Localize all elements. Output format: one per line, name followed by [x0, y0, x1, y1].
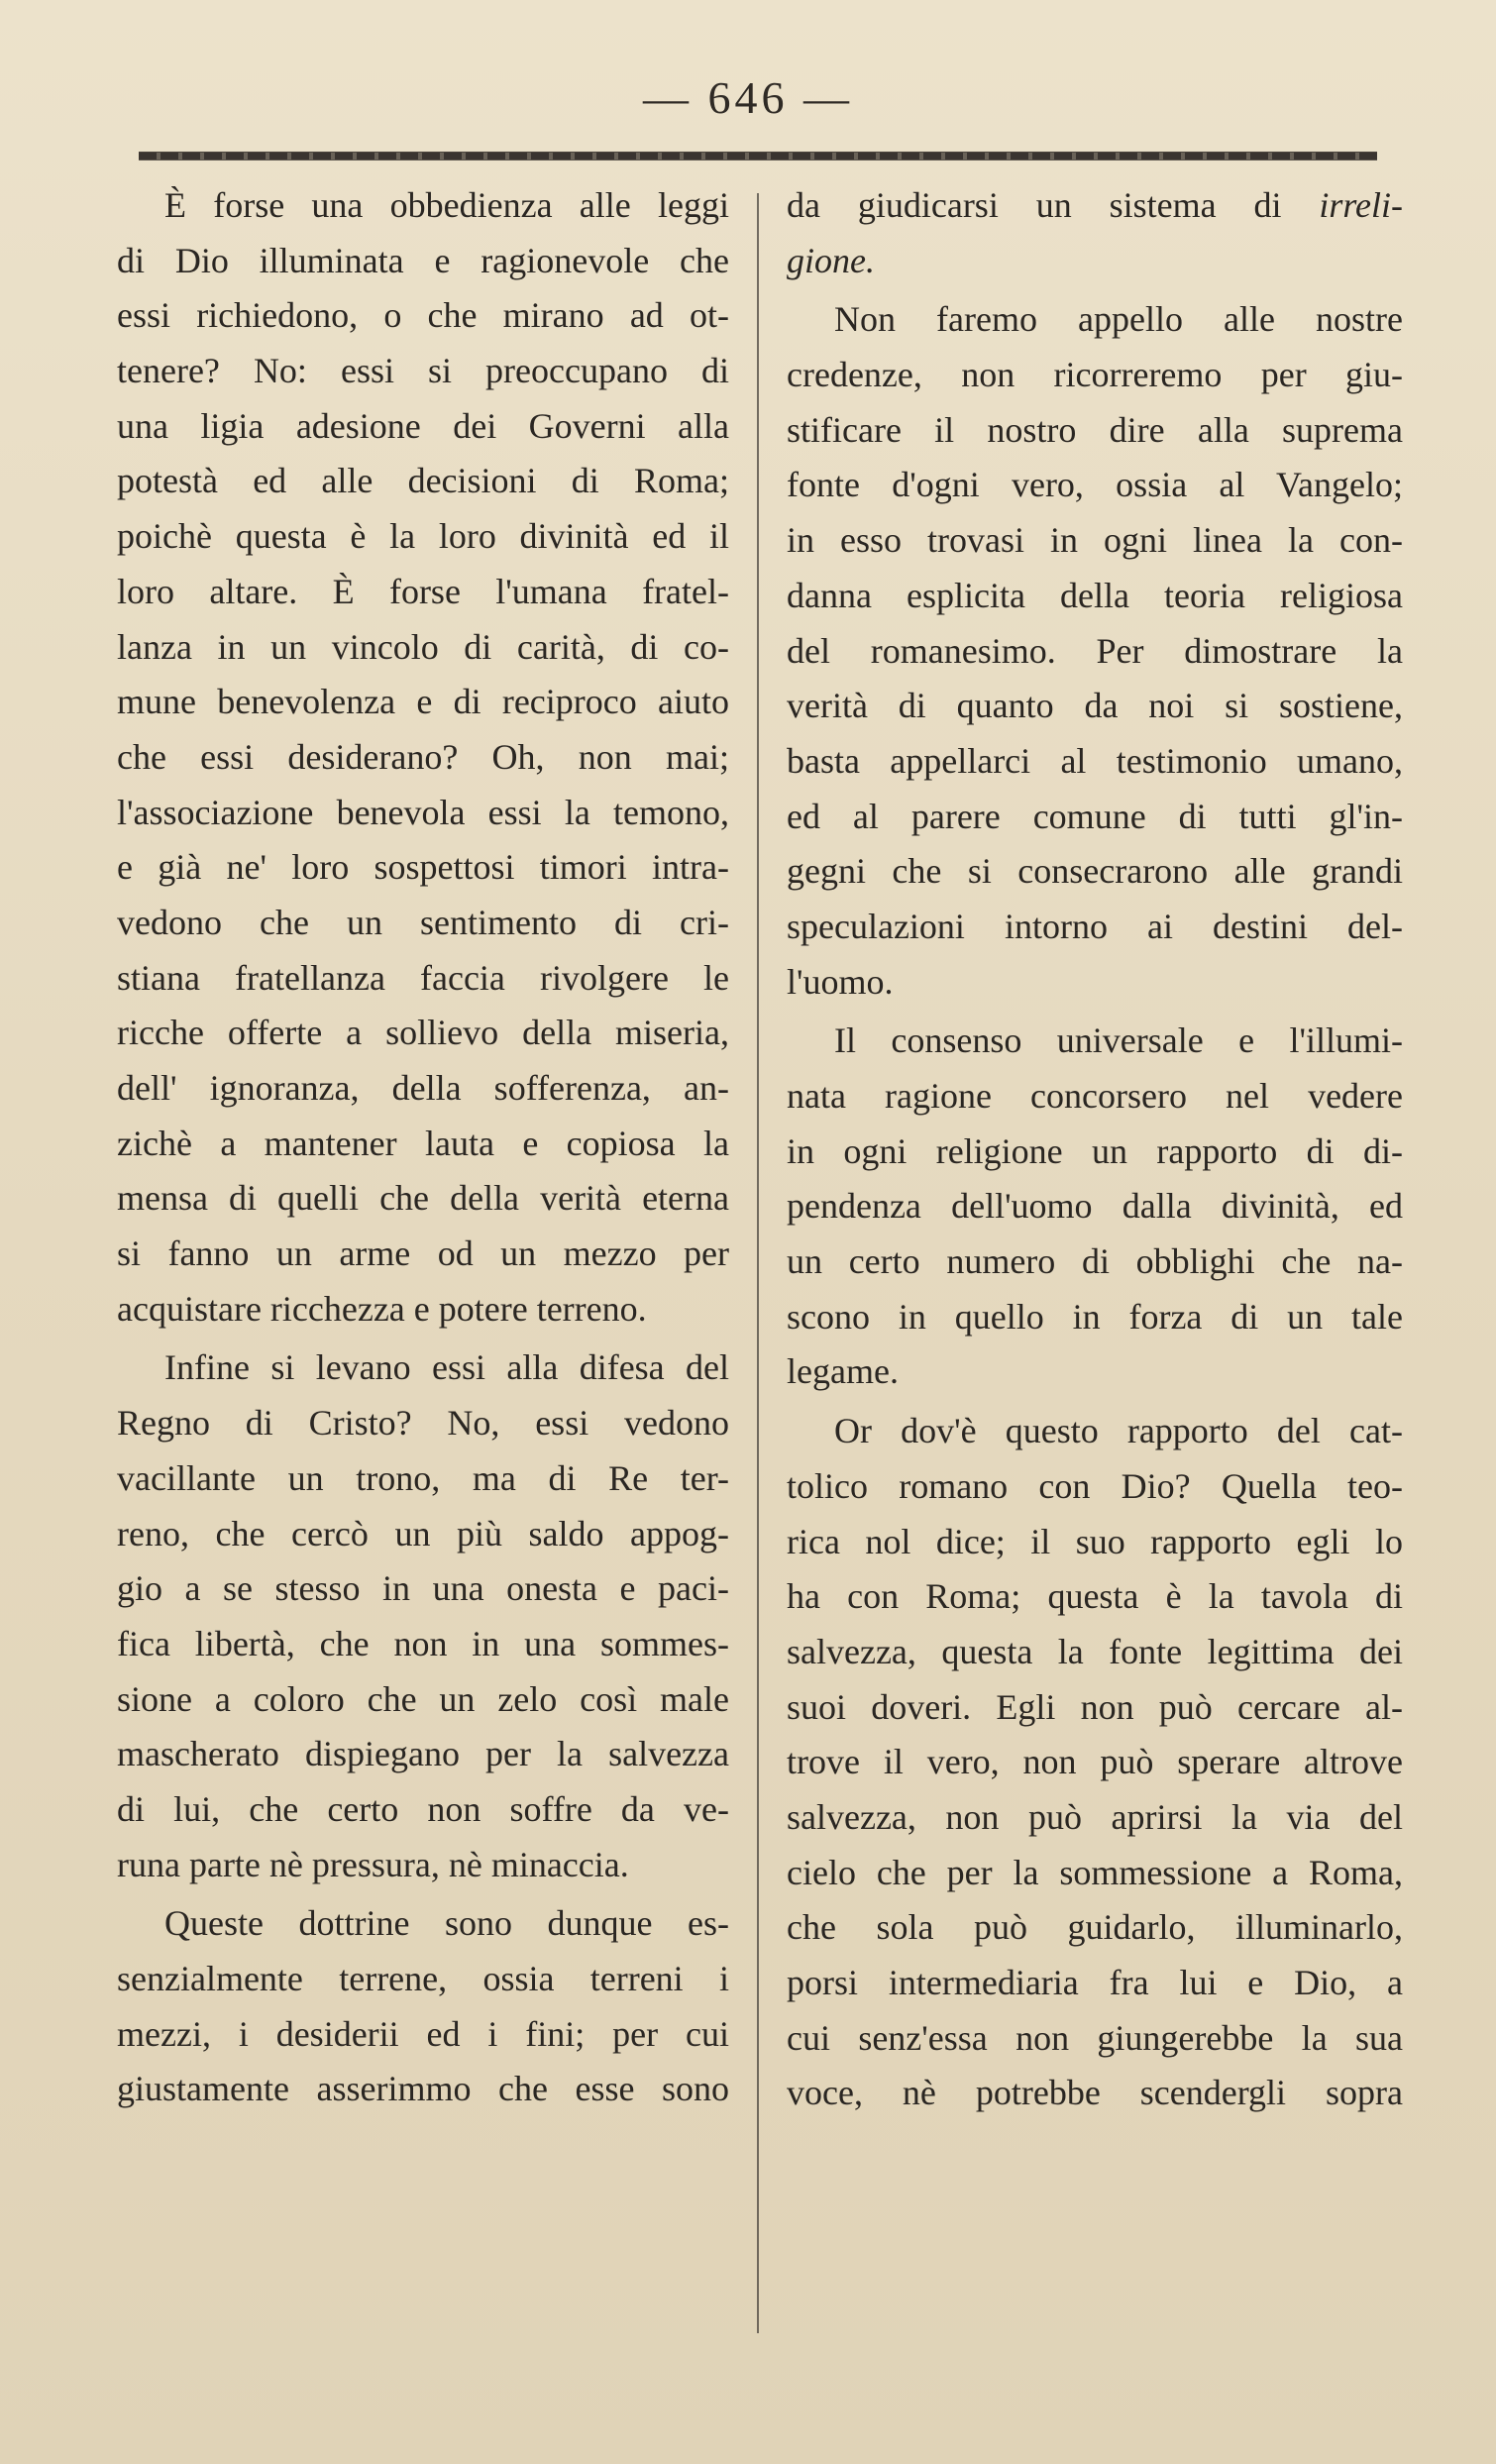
text-line	[117, 344, 729, 399]
text-line	[787, 1290, 1403, 1345]
text-line	[787, 955, 1403, 1011]
text-line-content: Non faremo appello alle nostre	[834, 299, 1403, 340]
text-line-content: vedono che un sentimento di cri-	[117, 902, 729, 942]
text-line	[117, 1061, 729, 1117]
text-line-content: una ligia adesione dei Governi alla	[117, 405, 729, 446]
text-line	[117, 399, 729, 455]
text-line	[117, 454, 729, 509]
text-line	[117, 1171, 729, 1227]
column-divider	[757, 193, 759, 2333]
text-line-content: cui senz'essa non giungerebbe la sua	[787, 2017, 1403, 2058]
text-line	[787, 513, 1403, 569]
text-line-content: verità di quanto da noi si sostiene,	[787, 686, 1403, 726]
text-line	[117, 1396, 729, 1451]
text-line-content: gio a se stesso in una onesta e paci-	[117, 1568, 729, 1609]
text-line-content: tenere? No: essi si preoccupano di	[117, 351, 729, 391]
text-line-content: speculazioni intorno ai destini del-	[787, 906, 1403, 946]
text-line	[787, 1125, 1403, 1180]
text-line-content: danna esplicita della teoria religiosa	[787, 575, 1403, 615]
text-line-content: mezzi, i desiderii ed i fini; per cui	[117, 2013, 729, 2054]
text-line	[787, 1515, 1403, 1570]
text-line-content: lanza in un vincolo di carità, di co-	[117, 626, 729, 667]
text-line-content: Infine si levano essi alla difesa del	[164, 1347, 729, 1388]
text-line-content: in esso trovasi in ogni linea la con-	[787, 520, 1403, 561]
text-line	[117, 1507, 729, 1562]
text-line	[787, 1680, 1403, 1736]
text-line-content: Regno di Cristo? No, essi vedono	[117, 1403, 729, 1444]
text-line	[117, 1952, 729, 2007]
text-line	[117, 2062, 729, 2117]
text-line-content: credenze, non ricorreremo per giu-	[787, 355, 1403, 395]
text-line-content: potestà ed alle decisioni di Roma;	[117, 461, 729, 501]
right-text-column	[787, 178, 1403, 2121]
text-line	[117, 1782, 729, 1838]
text-line	[787, 458, 1403, 513]
text-line	[117, 1227, 729, 1282]
text-line	[117, 730, 729, 786]
text-line	[787, 1846, 1403, 1901]
text-line	[787, 679, 1403, 734]
text-line	[117, 951, 729, 1007]
text-line	[117, 1561, 729, 1617]
text-line	[787, 1569, 1403, 1625]
text-line	[787, 1735, 1403, 1790]
text-line-content: del romanesimo. Per dimostrare la	[787, 630, 1403, 671]
text-line-content: reno, che cercò un più saldo appog-	[117, 1513, 729, 1553]
text-line-content: ed al parere comune di tutti gl'in-	[787, 796, 1403, 836]
text-line-content: stificare il nostro dire alla suprema	[787, 409, 1403, 450]
text-line	[117, 896, 729, 951]
text-line-content: che essi desiderano? Oh, non mai;	[117, 736, 729, 777]
text-line	[117, 1727, 729, 1782]
text-line-content: di Dio illuminata e ragionevole che	[117, 240, 729, 280]
text-line	[787, 569, 1403, 624]
text-line	[787, 178, 1403, 234]
text-line	[787, 624, 1403, 680]
text-line-content: gione.	[787, 240, 875, 280]
text-line-content: giustamente asserimmo che esse sono	[117, 2069, 729, 2109]
text-line	[117, 1340, 729, 1396]
text-line-content: Or dov'è questo rapporto del cat-	[834, 1411, 1403, 1451]
text-line-content: zichè a mantener lauta e copiosa la	[117, 1123, 729, 1163]
text-line	[787, 734, 1403, 790]
text-line-content: pendenza dell'uomo dalla divinità, ed	[787, 1186, 1403, 1227]
text-line-content: trove il vero, non può sperare altrove	[787, 1742, 1403, 1782]
text-line	[117, 1896, 729, 1952]
text-line-content: salvezza, questa la fonte legittima dei	[787, 1631, 1403, 1671]
text-line-content: runa parte nè pressura, nè minaccia.	[117, 1844, 629, 1884]
header-rule	[139, 152, 1377, 161]
text-line-content: scono in quello in forza di un tale	[787, 1296, 1403, 1337]
text-line-content: poichè questa è la loro divinità ed il	[117, 516, 729, 557]
text-line	[117, 509, 729, 565]
text-line-content: basta appellarci al testimonio umano,	[787, 740, 1403, 781]
text-line-content: acquistare ricchezza e potere terreno.	[117, 1288, 647, 1329]
text-line-content: da giudicarsi un sistema di	[787, 185, 1320, 225]
text-line-content: di lui, che certo non soffre da ve-	[117, 1788, 729, 1829]
text-line-content: Queste dottrine sono dunque es-	[164, 1903, 729, 1944]
text-line	[787, 1344, 1403, 1400]
text-line-content: mensa di quelli che della verità eterna	[117, 1178, 729, 1219]
text-line-content: salvezza, non può aprirsi la via del	[787, 1796, 1403, 1837]
text-line-content: fonte d'ogni vero, ossia al Vangelo;	[787, 465, 1403, 505]
text-line	[787, 844, 1403, 900]
text-line	[117, 2007, 729, 2063]
left-text-column	[117, 178, 729, 2117]
text-line	[117, 178, 729, 234]
text-line	[117, 1617, 729, 1672]
text-line	[787, 1956, 1403, 2011]
text-line	[117, 565, 729, 620]
text-line	[117, 675, 729, 730]
text-line-content: nata ragione concorsero nel vedere	[787, 1076, 1403, 1116]
text-line-content: vacillante un trono, ma di Re ter-	[117, 1457, 729, 1498]
text-line	[117, 1006, 729, 1061]
text-line-content: in ogni religione un rapporto di di-	[787, 1130, 1403, 1171]
text-line-content: ha con Roma; questa è la tavola di	[787, 1576, 1403, 1617]
text-line-content: cielo che per la sommessione a Roma,	[787, 1852, 1403, 1892]
text-line-content: tolico romano con Dio? Quella teo-	[787, 1465, 1403, 1506]
text-line-content: ricche offerte a sollievo della miseria,	[117, 1013, 729, 1053]
text-line	[787, 1404, 1403, 1459]
text-line-content: voce, nè potrebbe scendergli sopra	[787, 2073, 1403, 2113]
text-line	[787, 234, 1403, 289]
text-line	[787, 1790, 1403, 1846]
text-line	[117, 1672, 729, 1728]
text-line	[787, 403, 1403, 459]
text-line-content: stiana fratellanza faccia rivolgere le	[117, 957, 729, 998]
text-line-content: sione a coloro che un zelo così male	[117, 1678, 729, 1719]
text-line-content: È forse una obbedienza alle leggi	[164, 185, 729, 225]
text-line-content: e già ne' loro sospettosi timori intra-	[117, 847, 729, 888]
text-line-content: mascherato dispiegano per la salvezza	[117, 1734, 729, 1774]
text-line	[117, 1838, 729, 1893]
text-line	[787, 1069, 1403, 1125]
text-line-content: legame.	[787, 1351, 899, 1392]
text-line-content: Il consenso universale e l'illumi-	[834, 1020, 1403, 1061]
text-line	[117, 840, 729, 896]
text-line-content: loro altare. È forse l'umana fratel-	[117, 571, 729, 611]
text-line	[787, 1900, 1403, 1956]
text-line-content: essi richiedono, o che mirano ad ot-	[117, 295, 729, 336]
text-line	[787, 1014, 1403, 1069]
text-line-content: suoi doveri. Egli non può cercare al-	[787, 1686, 1403, 1727]
italic-word: irreli-	[1319, 185, 1403, 225]
text-line	[787, 292, 1403, 348]
text-line-content: dell' ignoranza, della sofferenza, an-	[117, 1068, 729, 1108]
text-line	[787, 900, 1403, 955]
text-line	[117, 1117, 729, 1172]
text-line-content: l'associazione benevola essi la temono,	[117, 792, 729, 832]
text-line	[787, 1234, 1403, 1290]
page-number: — 646 —	[643, 72, 853, 123]
text-line	[787, 348, 1403, 403]
text-line-content: porsi intermediaria fra lui e Dio, a	[787, 1963, 1403, 2002]
text-line-content: si fanno un arme od un mezzo per	[117, 1233, 729, 1274]
text-line	[787, 1179, 1403, 1234]
text-line-content: senzialmente terrene, ossia terreni i	[117, 1959, 729, 1998]
text-line	[787, 790, 1403, 845]
text-line	[117, 1451, 729, 1507]
text-line	[117, 620, 729, 676]
text-line	[117, 1282, 729, 1338]
text-line-content: gegni che si consecrarono alle grandi	[787, 851, 1403, 892]
text-line	[117, 234, 729, 289]
text-line-content: rica nol dice; il suo rapporto egli lo	[787, 1521, 1403, 1561]
text-line	[787, 2066, 1403, 2121]
text-line-content: fica libertà, che non in una sommes-	[117, 1623, 729, 1663]
text-line-content: l'uomo.	[787, 961, 894, 1002]
text-line-content: mune benevolenza e di reciproco aiuto	[117, 682, 729, 722]
text-line-content: un certo numero di obblighi che na-	[787, 1241, 1403, 1282]
text-line	[787, 1459, 1403, 1515]
text-line	[787, 1625, 1403, 1680]
text-line-content: che sola può guidarlo, illuminarlo,	[787, 1907, 1403, 1948]
text-line	[117, 786, 729, 841]
text-line	[787, 2011, 1403, 2067]
text-line	[117, 288, 729, 344]
